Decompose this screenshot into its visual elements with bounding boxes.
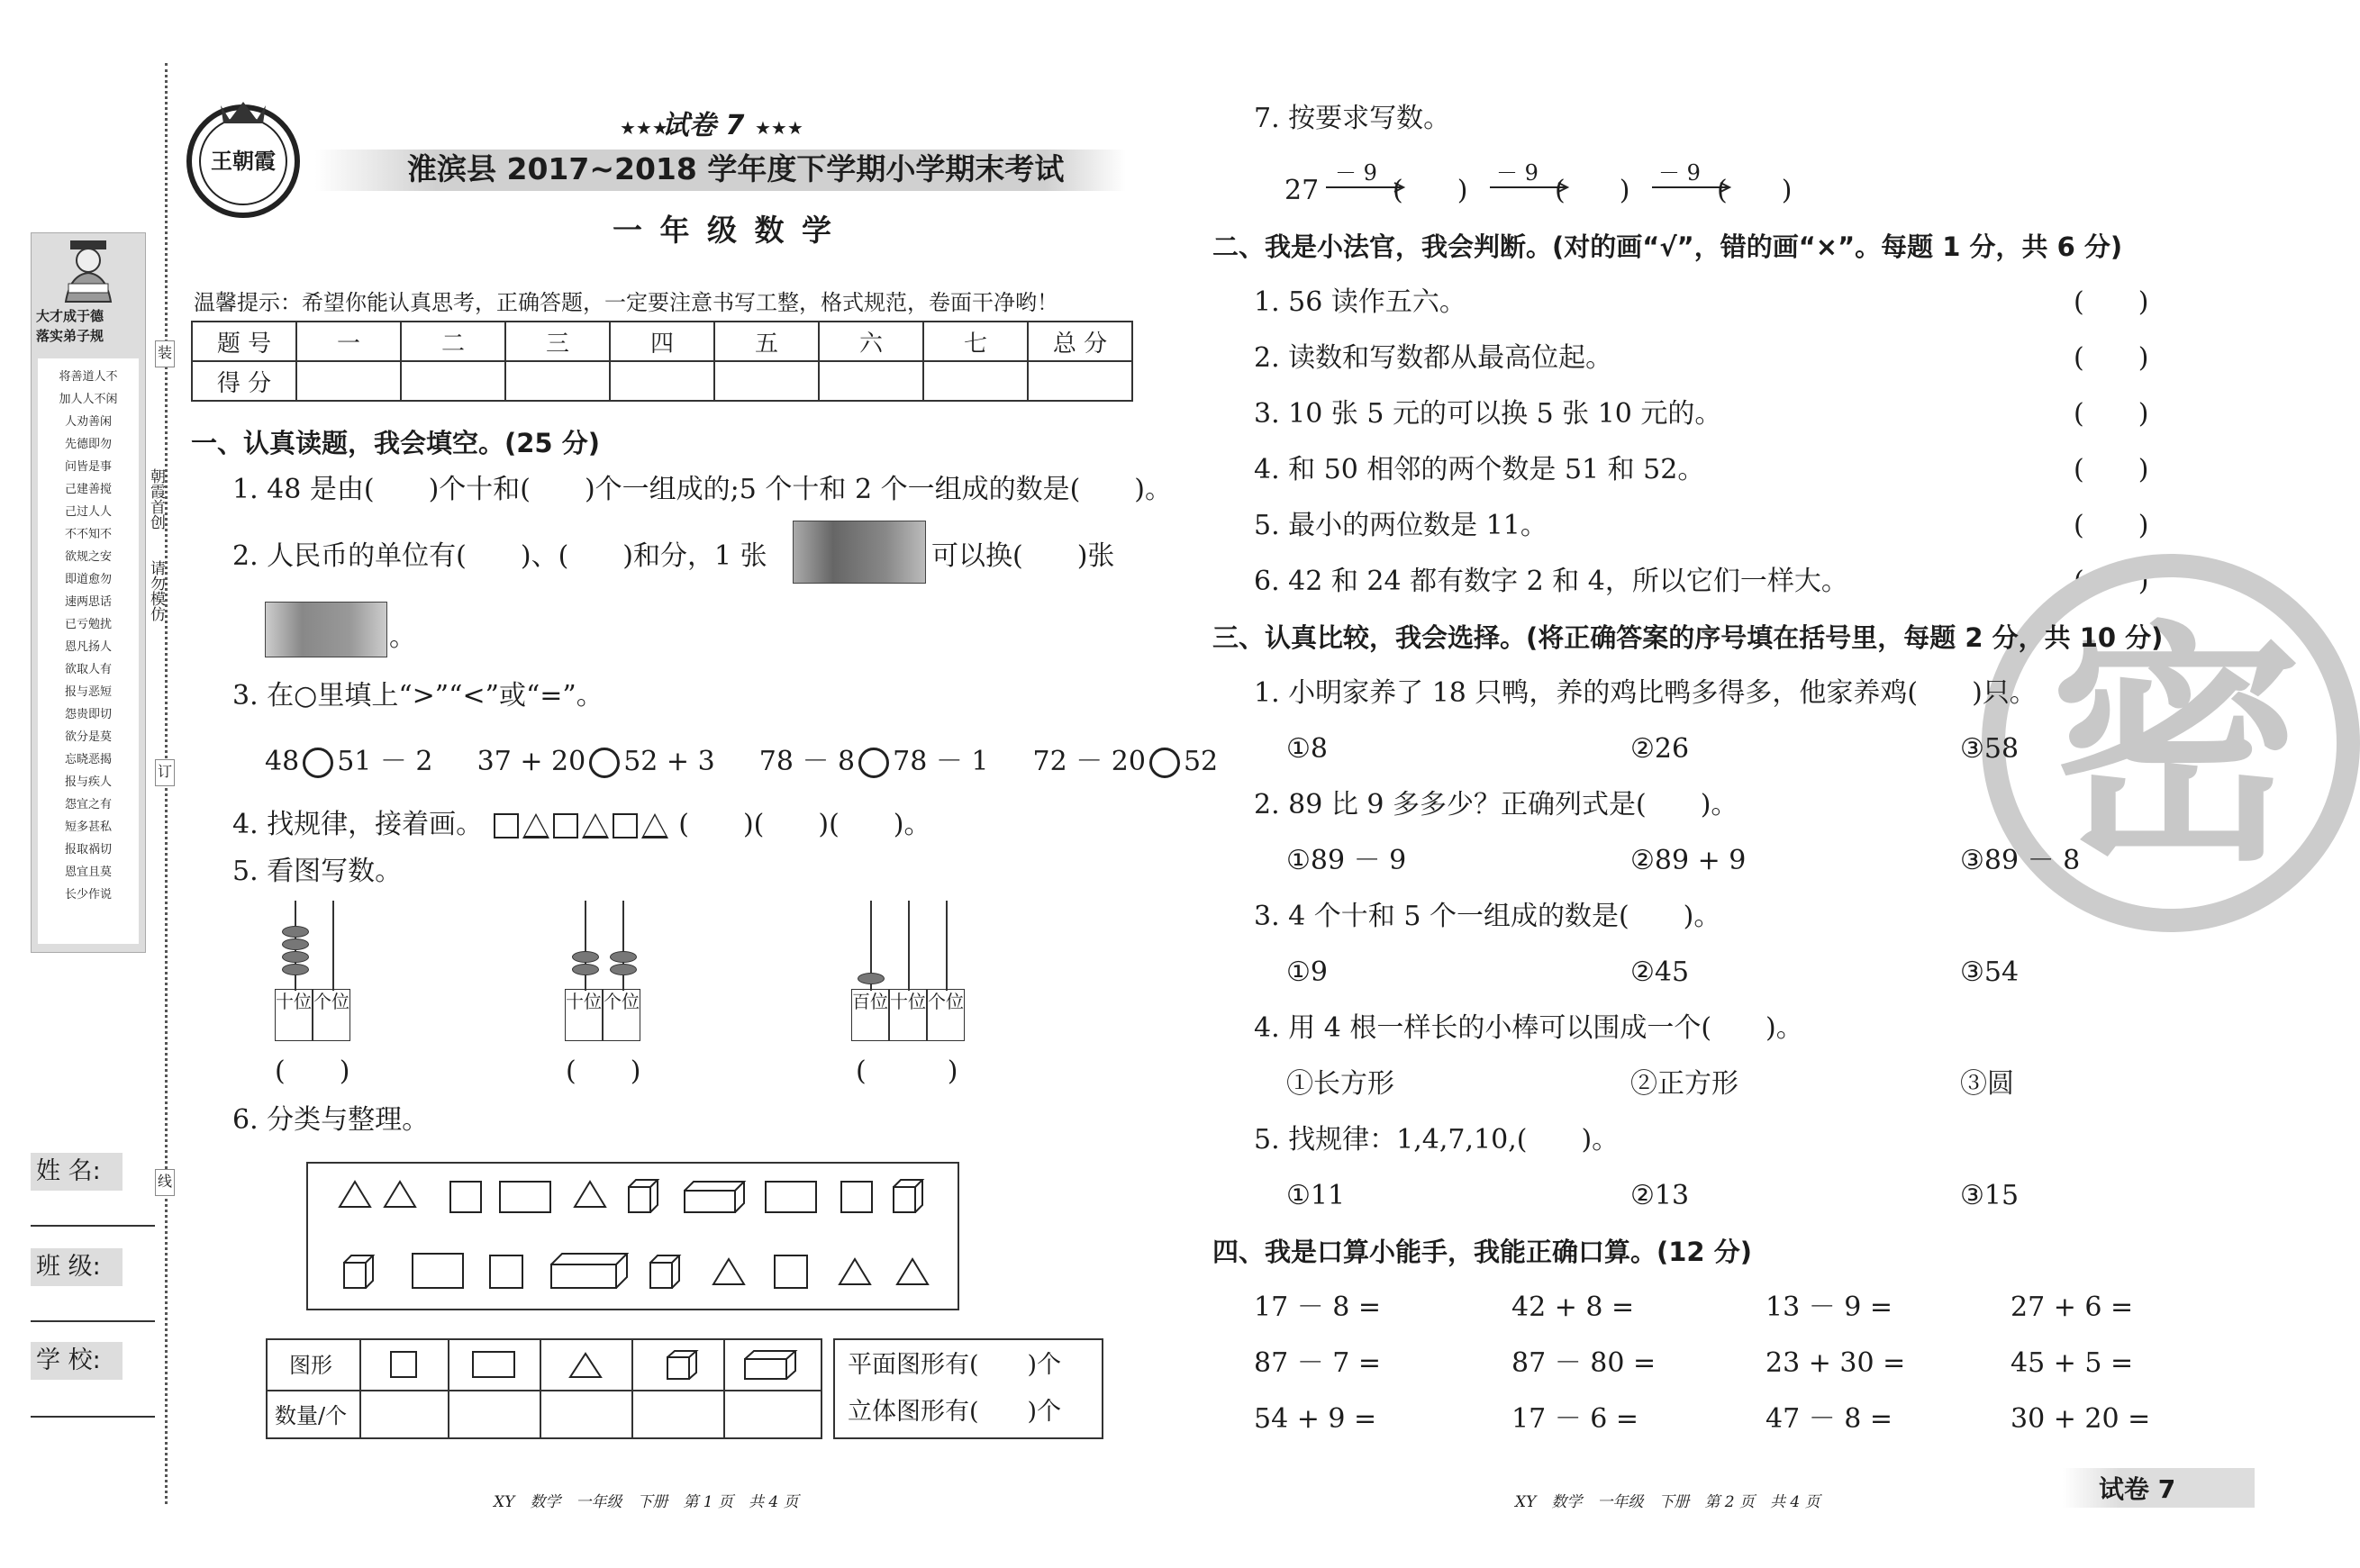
calc-item[interactable]: 23 + 30 = xyxy=(1765,1347,1906,1379)
place-label: 十位 xyxy=(889,989,927,1041)
scholar-figure xyxy=(43,239,133,306)
calc-item[interactable]: 54 + 9 = xyxy=(1254,1403,1377,1435)
q3-left-3: 78 － 8 xyxy=(758,746,856,777)
shape-collection xyxy=(306,1162,959,1310)
q3-right-2: 52 + 3 xyxy=(623,746,715,777)
q3: 3. 在○里填上“>”“<”或“=”。 xyxy=(232,680,604,711)
q7-blank-1[interactable]: ( ) xyxy=(1393,175,1468,206)
copyright-note-2: 请勿模仿 xyxy=(147,560,165,621)
brand-name: 王朝霞 xyxy=(211,148,276,174)
score-input[interactable] xyxy=(819,361,923,401)
choice-option[interactable]: ③89 － 8 xyxy=(1960,845,2081,876)
section4-heading: 四、我是口算小能手，我能正确口算。(12 分) xyxy=(1212,1237,1752,1267)
shape-count-table xyxy=(266,1338,822,1439)
section1-heading: 一、认真读题，我会填空。(25 分) xyxy=(191,428,600,458)
triangle-icon xyxy=(582,813,609,838)
choice-option[interactable]: ②正方形 xyxy=(1630,1068,1738,1100)
score-value-row xyxy=(192,361,1132,401)
score-input[interactable] xyxy=(505,361,610,401)
q3-left-4: 72 － 20 xyxy=(1032,746,1146,777)
abacus-2 xyxy=(560,901,650,1045)
place-label: 个位 xyxy=(603,989,640,1041)
motto-verse: 恩宜且莫 xyxy=(64,866,112,879)
shape-table-count-label: 数量/个 xyxy=(275,1403,348,1428)
subject-title: 一 年 级 数 学 xyxy=(613,213,835,248)
q3-left-2: 37 + 20 xyxy=(477,746,586,777)
motto-verses xyxy=(38,358,139,944)
q4-label: 4. 找规律，接着画。 xyxy=(232,809,484,840)
square-icon xyxy=(613,813,638,838)
cut-label-3: 线 xyxy=(155,1169,175,1196)
choice-option[interactable]: ①长方形 xyxy=(1286,1068,1394,1100)
calc-item[interactable]: 87 － 80 = xyxy=(1511,1347,1657,1379)
q7-start: 27 xyxy=(1284,175,1320,206)
compare-circle-1[interactable] xyxy=(303,748,333,778)
abacus-1 xyxy=(270,901,360,1045)
cut-label-2: 订 xyxy=(155,759,175,786)
abacus-answer-1[interactable]: ( ) xyxy=(275,1056,350,1087)
choice-option[interactable]: ②89 + 9 xyxy=(1630,845,1747,876)
judge-item: 5. 最小的两位数是 11。 xyxy=(1254,510,1548,541)
place-label: 个位 xyxy=(927,989,965,1041)
motto-verse: 己过人人 xyxy=(64,505,112,519)
place-label: 十位 xyxy=(565,989,603,1041)
exam-title: 淮滨县 2017~2018 学年度下学期小学期末考试 xyxy=(407,151,1065,186)
motto-verse: 已亏勉扰 xyxy=(64,618,112,631)
stamp-char: 密 xyxy=(2050,602,2302,895)
q3-right-3: 78 － 1 xyxy=(893,746,989,777)
q5: 5. 看图写数。 xyxy=(232,856,403,887)
motto-verse: 怨贵即切 xyxy=(64,708,112,721)
compare-circle-2[interactable] xyxy=(589,748,620,778)
motto-verse: 报与恶短 xyxy=(64,685,112,699)
judge-bracket[interactable]: ( ) xyxy=(2074,454,2149,485)
calc-item[interactable]: 17 － 6 = xyxy=(1511,1403,1639,1435)
right-footer: XY 数学 一年级 下册 第 2 页 共 4 页 xyxy=(1515,1493,1820,1511)
shape-table-header: 图形 xyxy=(289,1353,332,1378)
score-cell: 题 号 xyxy=(192,322,296,361)
motto-line-2: 落实弟子规 xyxy=(36,328,104,344)
score-cell: 五 xyxy=(714,322,819,361)
motto-verse: 怨宜之有 xyxy=(64,798,112,811)
calc-item[interactable]: 13 － 9 = xyxy=(1765,1292,1893,1323)
motto-verse: 即道愈勿 xyxy=(64,573,112,586)
judge-item: 3. 10 张 5 元的可以换 5 张 10 元的。 xyxy=(1254,398,1722,430)
choice-option[interactable]: ①9 xyxy=(1286,956,1328,988)
q7-step-1: － 9 xyxy=(1335,160,1377,186)
square-icon xyxy=(494,813,519,838)
school-field[interactable] xyxy=(31,1416,155,1418)
name-field[interactable] xyxy=(31,1225,155,1227)
choice-option[interactable]: ①89 － 9 xyxy=(1286,845,1407,876)
choice-option[interactable]: ②26 xyxy=(1630,733,1690,765)
choice-question: 3. 4 个十和 5 个一组成的数是( )。 xyxy=(1254,901,1721,932)
place-label: 十位 xyxy=(275,989,313,1041)
judge-bracket[interactable]: ( ) xyxy=(2074,398,2149,430)
q7-blank-2[interactable]: ( ) xyxy=(1555,175,1630,206)
abacus-3 xyxy=(847,901,973,1045)
q3-right-1: 51 － 2 xyxy=(337,746,433,777)
choice-question: 4. 用 4 根一样长的小棒可以围成一个( )。 xyxy=(1254,1012,1803,1044)
series-stars-left: ★★★ xyxy=(620,117,668,139)
motto-verse: 欲规之安 xyxy=(64,550,112,564)
motto-verse: 将善道人不 xyxy=(59,370,118,384)
q4 xyxy=(232,809,931,841)
q6: 6. 分类与整理。 xyxy=(232,1104,430,1136)
judge-item: 6. 42 和 24 都有数字 2 和 4，所以它们一样大。 xyxy=(1254,566,1848,597)
brand-logo xyxy=(180,95,306,221)
score-cell: 总 分 xyxy=(1028,322,1132,361)
score-input[interactable] xyxy=(1028,361,1132,401)
series-label: 试卷 7 xyxy=(662,110,745,141)
q4-blanks: ( )( )( )。 xyxy=(678,809,931,840)
banknote-1-yuan xyxy=(265,602,387,657)
score-input[interactable] xyxy=(923,361,1028,401)
score-cell: 六 xyxy=(819,322,923,361)
calc-item[interactable]: 45 + 5 = xyxy=(2011,1347,2134,1379)
choice-option[interactable]: ③54 xyxy=(1960,956,2020,988)
q3-right-4: 52 xyxy=(1183,746,1219,777)
motto-verse: 欲分是莫 xyxy=(64,730,112,744)
school-label: 学 校: xyxy=(31,1342,123,1380)
triangle-icon xyxy=(522,813,549,838)
q7: 7. 按要求写数。 xyxy=(1254,103,1451,134)
motto-verse: 人劝善闲 xyxy=(64,415,112,429)
score-cell: 一 xyxy=(296,322,401,361)
judge-item: 4. 和 50 相邻的两个数是 51 和 52。 xyxy=(1254,454,1705,485)
choice-option[interactable]: ③58 xyxy=(1960,733,2020,765)
calc-item[interactable]: 30 + 20 = xyxy=(2011,1403,2151,1435)
motto-verse: 先德即勿 xyxy=(64,438,112,451)
name-label: 姓 名: xyxy=(31,1153,123,1191)
table-shapes-icon xyxy=(359,1340,824,1390)
choice-question: 5. 找规律：1,4,7,10,( )。 xyxy=(1254,1124,1620,1156)
score-cell: 七 xyxy=(923,322,1028,361)
plane-count: 平面图形有( )个 xyxy=(848,1351,1062,1379)
square-icon xyxy=(553,813,578,838)
solid-count: 立体图形有( )个 xyxy=(848,1398,1062,1426)
judge-bracket[interactable]: ( ) xyxy=(2074,342,2149,374)
motto-line-1: 大才成于德 xyxy=(36,308,104,324)
score-header-row xyxy=(192,322,1132,361)
compare-circle-4[interactable] xyxy=(1149,748,1180,778)
section2-heading: 二、我是小法官，我会判断。(对的画“√”，错的画“×”。每题 1 分，共 6 分) xyxy=(1212,231,2123,262)
q2-part2: 可以换( )张 xyxy=(931,540,1115,572)
compare-circle-3[interactable] xyxy=(858,748,889,778)
q7-step-3: － 9 xyxy=(1658,160,1701,186)
shape-summary-box xyxy=(833,1338,1103,1439)
motto-verse: 报取祸切 xyxy=(64,843,112,857)
score-input[interactable] xyxy=(714,361,819,401)
corner-label: 试卷 7 xyxy=(2099,1474,2176,1504)
choice-option[interactable]: ③圆 xyxy=(1960,1068,2014,1100)
score-input[interactable] xyxy=(296,361,401,401)
choice-option[interactable]: ②13 xyxy=(1630,1180,1690,1211)
q7-blank-3[interactable]: ( ) xyxy=(1717,175,1793,206)
choice-option[interactable]: ②45 xyxy=(1630,956,1690,988)
calc-item[interactable]: 27 + 6 = xyxy=(2011,1292,2134,1323)
choice-question: 1. 小明家养了 18 只鸭，养的鸡比鸭多得多，他家养鸡( )只。 xyxy=(1254,677,2037,709)
motto-verse: 问皆是事 xyxy=(64,460,112,474)
place-label: 百位 xyxy=(851,989,889,1041)
motto-verse: 速两思话 xyxy=(64,595,112,609)
judge-item: 2. 读数和写数都从最高位起。 xyxy=(1254,342,1613,374)
q7-chain xyxy=(1284,162,1825,207)
series-stars-right: ★★★ xyxy=(755,117,803,139)
triangle-icon xyxy=(641,813,668,838)
score-table xyxy=(191,321,1133,402)
choice-question: 2. 89 比 9 多多少？正确列式是( )。 xyxy=(1254,789,1738,820)
abacus-answer-2[interactable]: ( ) xyxy=(566,1056,641,1087)
copyright-note-1: 朝霞首创 xyxy=(147,468,165,530)
shapes-icon xyxy=(308,1164,961,1312)
scholar-icon xyxy=(43,239,133,306)
motto-verse: 短多甚私 xyxy=(64,820,112,834)
motto-verse: 欲取人有 xyxy=(64,663,112,676)
motto-verse: 恩凡扬人 xyxy=(64,640,112,654)
abacus-answer-3[interactable]: ( ) xyxy=(856,1056,958,1087)
q3-comparisons xyxy=(265,746,1218,778)
class-field[interactable] xyxy=(31,1320,155,1322)
judge-bracket[interactable]: ( ) xyxy=(2074,566,2149,597)
q1: 1. 48 是由( )个十和( )个一组成的;5 个十和 2 个一组成的数是( )。 xyxy=(232,474,1172,505)
judge-item: 1. 56 读作五六。 xyxy=(1254,286,1466,318)
q3-left-1: 48 xyxy=(265,746,300,777)
choice-option[interactable]: ①11 xyxy=(1286,1180,1346,1211)
q2-part1: 2. 人民币的单位有( )、( )和分，1 张 xyxy=(232,540,767,572)
motto-verse: 长少作说 xyxy=(64,888,112,902)
count-input[interactable] xyxy=(361,1391,446,1439)
motto-verse: 己建善搅 xyxy=(64,483,112,496)
score-input[interactable] xyxy=(401,361,505,401)
tip-text: 温馨提示：希望你能认真思考，正确答题，一定要注意书写工整，格式规范，卷面干净哟！ xyxy=(194,290,1058,315)
place-label: 个位 xyxy=(313,989,350,1041)
q2-end: 。 xyxy=(389,621,416,653)
score-cell: 得 分 xyxy=(192,361,296,401)
banknote-5-yuan xyxy=(793,521,926,584)
choice-option[interactable]: ③15 xyxy=(1960,1180,2020,1211)
motto-verse: 不不知不 xyxy=(64,528,112,541)
choice-option[interactable]: ①8 xyxy=(1286,733,1328,765)
calc-item[interactable]: 17 － 8 = xyxy=(1254,1292,1382,1323)
motto-verse: 加人人不闲 xyxy=(59,393,118,406)
left-footer: XY 数学 一年级 下册 第 1 页 共 4 页 xyxy=(494,1493,799,1511)
score-cell: 三 xyxy=(505,322,610,361)
judge-bracket[interactable]: ( ) xyxy=(2074,510,2149,541)
calc-item[interactable]: 87 － 7 = xyxy=(1254,1347,1382,1379)
score-cell: 四 xyxy=(610,322,714,361)
motto-verse: 忘晓恶揭 xyxy=(64,753,112,766)
score-input[interactable] xyxy=(610,361,714,401)
motto-verse: 报与疾人 xyxy=(64,775,112,789)
q7-step-2: － 9 xyxy=(1496,160,1539,186)
calc-item[interactable]: 47 － 8 = xyxy=(1765,1403,1893,1435)
judge-bracket[interactable]: ( ) xyxy=(2074,286,2149,318)
section3-heading: 三、认真比较，我会选择。(将正确答案的序号填在括号里，每题 2 分，共 10 分) xyxy=(1212,622,2164,653)
class-label: 班 级: xyxy=(31,1248,123,1286)
score-cell: 二 xyxy=(401,322,505,361)
calc-item[interactable]: 42 + 8 = xyxy=(1511,1292,1635,1323)
cut-label-1: 装 xyxy=(155,340,175,367)
